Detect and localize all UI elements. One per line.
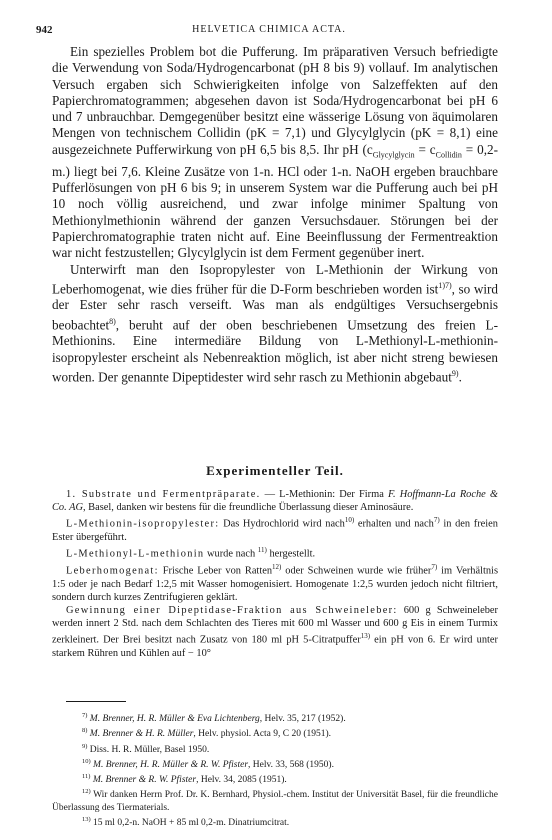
paragraph-isopropylester: Unterwirft man den Isopropylester von L-Methionin der Wirkung von Leberhomogenat, wie dies früher für die D-Form beschrieben worden ist$^{1)7)}$, so wird der Ester sehr rasch verseift. Was man als endgültiges Versuchsergebnis beobachtet$^{8)}$, beruht auf der oben beschriebenen Umsetzung des freien L-Methionins. Eine intermediäre Bildung von L-Methionyl-L-methionin-isopropylester erscheint als Nebenreaktion möglich, ist aber nicht streng bewiesen worden. Der genannte Dipeptidester wird sehr rasch zu Methionin abgebaut$^{9)}$. [52,261,498,385]
experimental-section [52,488,498,660]
exp-paragraph-substrates: 1. Substrate und Fermentpräparate. — L-Methionin: Der Firma F. Hoffmann-La Roche & Co. AG, Basel, danken wir bestens für die freundliche Überlassung dieser Aminosäure. [52,489,498,514]
footnote: $^{10)}$ M. Brenner, H. R. Müller & R. W. Pfister, Helv. 33, 568 (1950). [82,757,334,770]
body-text [52,44,498,386]
footnote: $^{9)}$ Diss. H. R. Müller, Basel 1950. [82,742,210,755]
page-header [36,24,502,40]
exp-paragraph-dipeptide: L-Methionyl-L-methionin wurde nach $^{11)}$ hergestellt. [66,546,316,560]
running-head: HELVETICA CHIMICA ACTA. [192,24,346,35]
footnote: $^{12)}$ Wir danken Herrn Prof. Dr. K. Bernhard, Physiol.-chem. Institut der Universität Basel, für die freundliche Überlassung des Tiermaterials. [52,788,498,813]
exp-paragraph-isopropylester: L-Methionin-isopropylester: Das Hydrochlorid wird nach$^{10)}$ erhalten und nach$^{7)}$ in den freien Ester übergeführt. [52,516,498,544]
exp-paragraph-dipeptidase: Gewinnung einer Dipeptidase-Fraktion aus Schweineleber: 600 g Schweineleber werden innert 2 Std. nach dem Schlachten des Tieres mit 600 ml Wasser und 600 g Eis in einem Turmix zerkleinert. Der Brei besitzt nach Zusatz von 180 ml pH 5-Citratpuffer$^{13)}$ ein pH von 6. Er wird unter starkem Rühren und Kühlen auf − 10° [52,605,498,660]
footnote-ref: 8) [109,316,116,326]
footnote: $^{8)}$ M. Brenner & H. R. Müller, Helv. physiol. Acta 9, C 20 (1951). [82,727,332,740]
footnote-ref: 1)7) [438,280,452,290]
footnote: $^{7)}$ M. Brenner, H. R. Müller & Eva Lichtenberg, Helv. 35, 217 (1952). [82,712,346,725]
exp-paragraph-liver-homogenate: Leberhomogenat: Frische Leber von Ratten$^{12)}$ oder Schweinen wurde wie früher$^{7)}$ im Verhältnis 1:5 oder je nach Bedarf 1:2,5 mit Wasser homogenisiert. Homogenate 1:2,5 wurden jedoch nicht filtriert, sondern durch kurzes Zentrifugieren geklärt. [52,562,498,603]
section-heading: Experimenteller Teil. [206,463,344,478]
footnotes [52,710,498,829]
footnote-divider [66,701,126,702]
footnote: $^{13)}$ 15 ml 0,2-n. NaOH + 85 ml 0,2-m. Dinatriumcitrat. [82,815,290,828]
paragraph-buffering: Ein spezielles Problem bot die Pufferung. Im präparativen Versuch befriedigte die Verwendung von Soda/Hydrogencarbonat (pH 8 bis 9) vollauf. Im analytischen Versuch ergaben sich Schwierigkeiten infolge von Salzeffekten auf den Papierchromatogrammen; abgesehen davon ist Soda/Hydrogencarbonat bei pH 6 und 7 unbrauchbar. Demgegenüber besitzt eine wässerige Lösung von äquimolaren Mengen von technischem Collidin (pK = 7,1) und Glycylglycin (pK = 8,1) eine ausgezeichnete Pufferwirkung von pH 6,5 bis 8,5. Ihr pH $(c_{Glycylglycin} = c_{Collidin} = 0,2-m.)$ liegt bei 7,6. Kleine Zusätze von 1-n. HCl oder 1-n. NaOH ergeben brauchbare Pufferlösungen von pH 6 bis 9; in unserem System war die Pufferung auch bei pH 10 noch völlig ausreichend, und zwar infolge minimer Spaltung von Methionylmethionin während der ganzen Versuchsdauer. Störungen bei der Papierchromatographie traten nicht auf. Eine Beeinflussung der Fermentreaktion war nicht festzustellen; Glycylglycin ist dem Ferment gegenüber inert. [52,44,498,261]
footnote: $^{11)}$ M. Brenner & R. W. Pfister, Helv. 34, 2085 (1951). [82,773,287,786]
page-number: 942 [36,24,53,36]
footnote-ref: 9) [451,369,459,379]
